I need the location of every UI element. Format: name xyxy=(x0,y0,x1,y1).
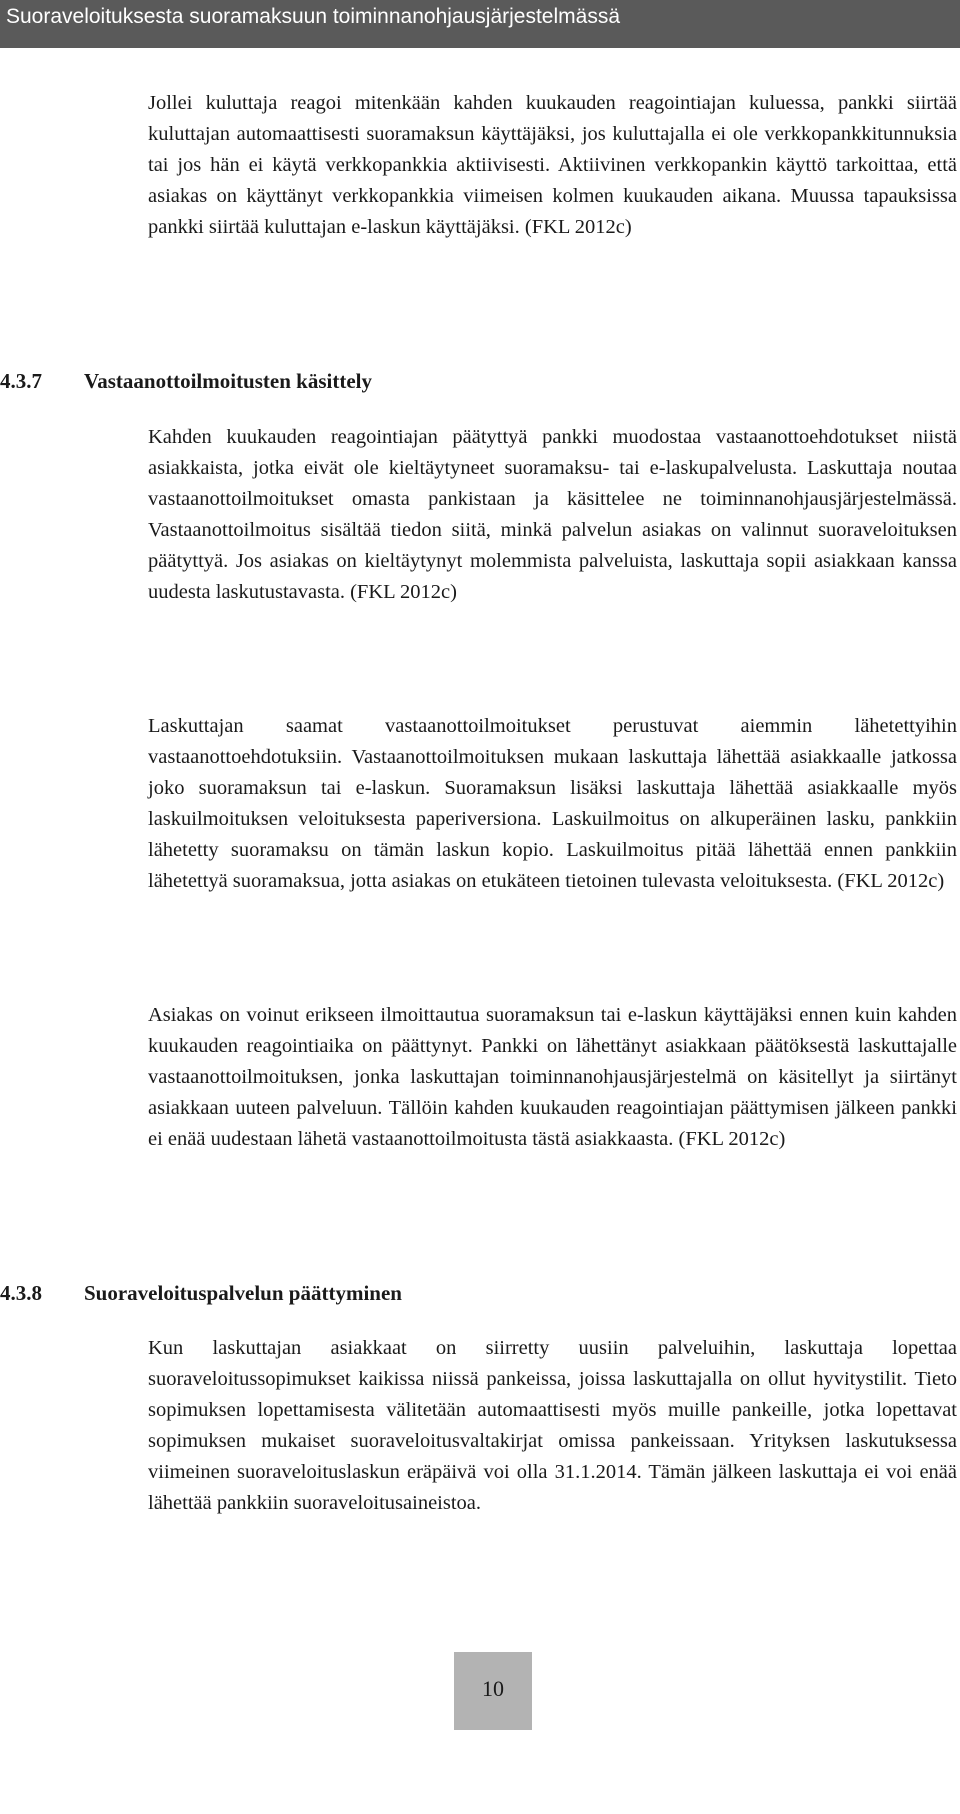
body-paragraph-1: Jollei kuluttaja reagoi mitenkään kahden kuukauden reagointiajan kuluessa, pankki siirtää kuluttajan automaattisesti suoramaksun käyttäjäksi, jos kuluttajalla ei ole verkkopankkitunnuksia tai jos hän ei käytä verkkopankkia aktiivisesti. Aktiivinen verkkopankin käyttö tarkoittaa, että asiakas on käyttänyt verkkopankkia viimeisen kolmen kuukauden aikana. Muussa tapauksissa pankki siirtää kuluttajan e-laskun käyttäjäksi. (FKL 2012c) xyxy=(148,92,957,238)
body-paragraph-3: Laskuttajan saamat vastaanottoilmoitukset perustuvat aiemmin lähetettyihin vastaanottoehdotuksiin. Vastaanottoilmoituksen mukaan laskuttaja lähettää asiakkaalle jatkossa joko suoramaksun tai e-laskun. Suoramaksun lisäksi laskuttaja lähettää asiakkaalle myös laskuilmoituksen veloituksesta paperiversiona. Laskuilmoitus on alkuperäinen lasku, pankkiin lähetetty suoramaksu on tämän laskun kopio. Laskuilmoitus pitää lähettää ennen pankkiin lähetettyä suoramaksua, jotta asiakas on etukäteen tietoinen tulevasta veloituksesta. (FKL 2012c) xyxy=(148,715,957,892)
body-paragraph-2: Kahden kuukauden reagointiajan päätyttyä pankki muodostaa vastaanottoehdotukset niistä asiakkaista, jotka eivät ole kieltäytyneet suoramaksu- tai e-laskupalvelusta. Laskuttaja noutaa vastaanottoilmoitukset omasta pankistaan ja käsittelee ne toiminnanohjausjärjestelmässä. Vastaanottoilmoitus sisältää tiedon siitä, minkä palvelun asiakas on valinnut suoraveloituksen päätyttyä. Jos asiakas on kieltäytynyt molemmista palveluista, laskuttaja sopii asiakkaan kanssa uudesta laskutustavasta. (FKL 2012c) xyxy=(148,426,957,603)
body-paragraph-4: Asiakas on voinut erikseen ilmoittautua suoramaksun tai e-laskun käyttäjäksi ennen kuin kahden kuukauden reagointiaika on päättynyt. Pankki on lähettänyt asiakkaan päätöksestä laskuttajalle vastaanottoilmoituksen, jonka laskuttajan toiminnanohjausjärjestelmä on käsitellyt ja siirtänyt asiakkaan uuteen palveluun. Tällöin kahden kuukauden reagointiajan päättymisen jälkeen pankki ei enää uudestaan lähetä vastaanottoilmoitusta tästä asiakkaasta. (FKL 2012c) xyxy=(148,1004,957,1150)
page-number: 10 xyxy=(454,1652,532,1730)
document-title: Suoraveloituksesta suoramaksuun toiminnanohjausjärjestelmässä xyxy=(6,5,620,28)
section-heading-4-3-8 xyxy=(0,1278,402,1308)
running-header xyxy=(0,0,960,48)
section-number: 4.3.7 xyxy=(0,369,42,393)
section-heading-4-3-7 xyxy=(0,366,372,396)
section-number: 4.3.8 xyxy=(0,1281,42,1305)
body-paragraph-5: Kun laskuttajan asiakkaat on siirretty uusiin palveluihin, laskuttaja lopettaa suoraveloitussopimukset kaikissa niissä pankeissa, joissa laskuttajalla on ollut hyvitystilit. Tieto sopimuksen lopettamisesta välitetään automaattisesti myös muille pankeille, jotka lopettavat sopimuksen mukaiset suoraveloitusvaltakirjat omissa pankeissaan. Yrityksen laskutuksessa viimeinen suoraveloituslaskun eräpäivä voi olla 31.1.2014. Tämän jälkeen laskuttaja ei voi enää lähettää pankkiin suoraveloitusaineistoa. xyxy=(148,1337,957,1514)
section-title: Suoraveloituspalvelun päättyminen xyxy=(84,1281,402,1305)
section-title: Vastaanottoilmoitusten käsittely xyxy=(84,369,372,393)
